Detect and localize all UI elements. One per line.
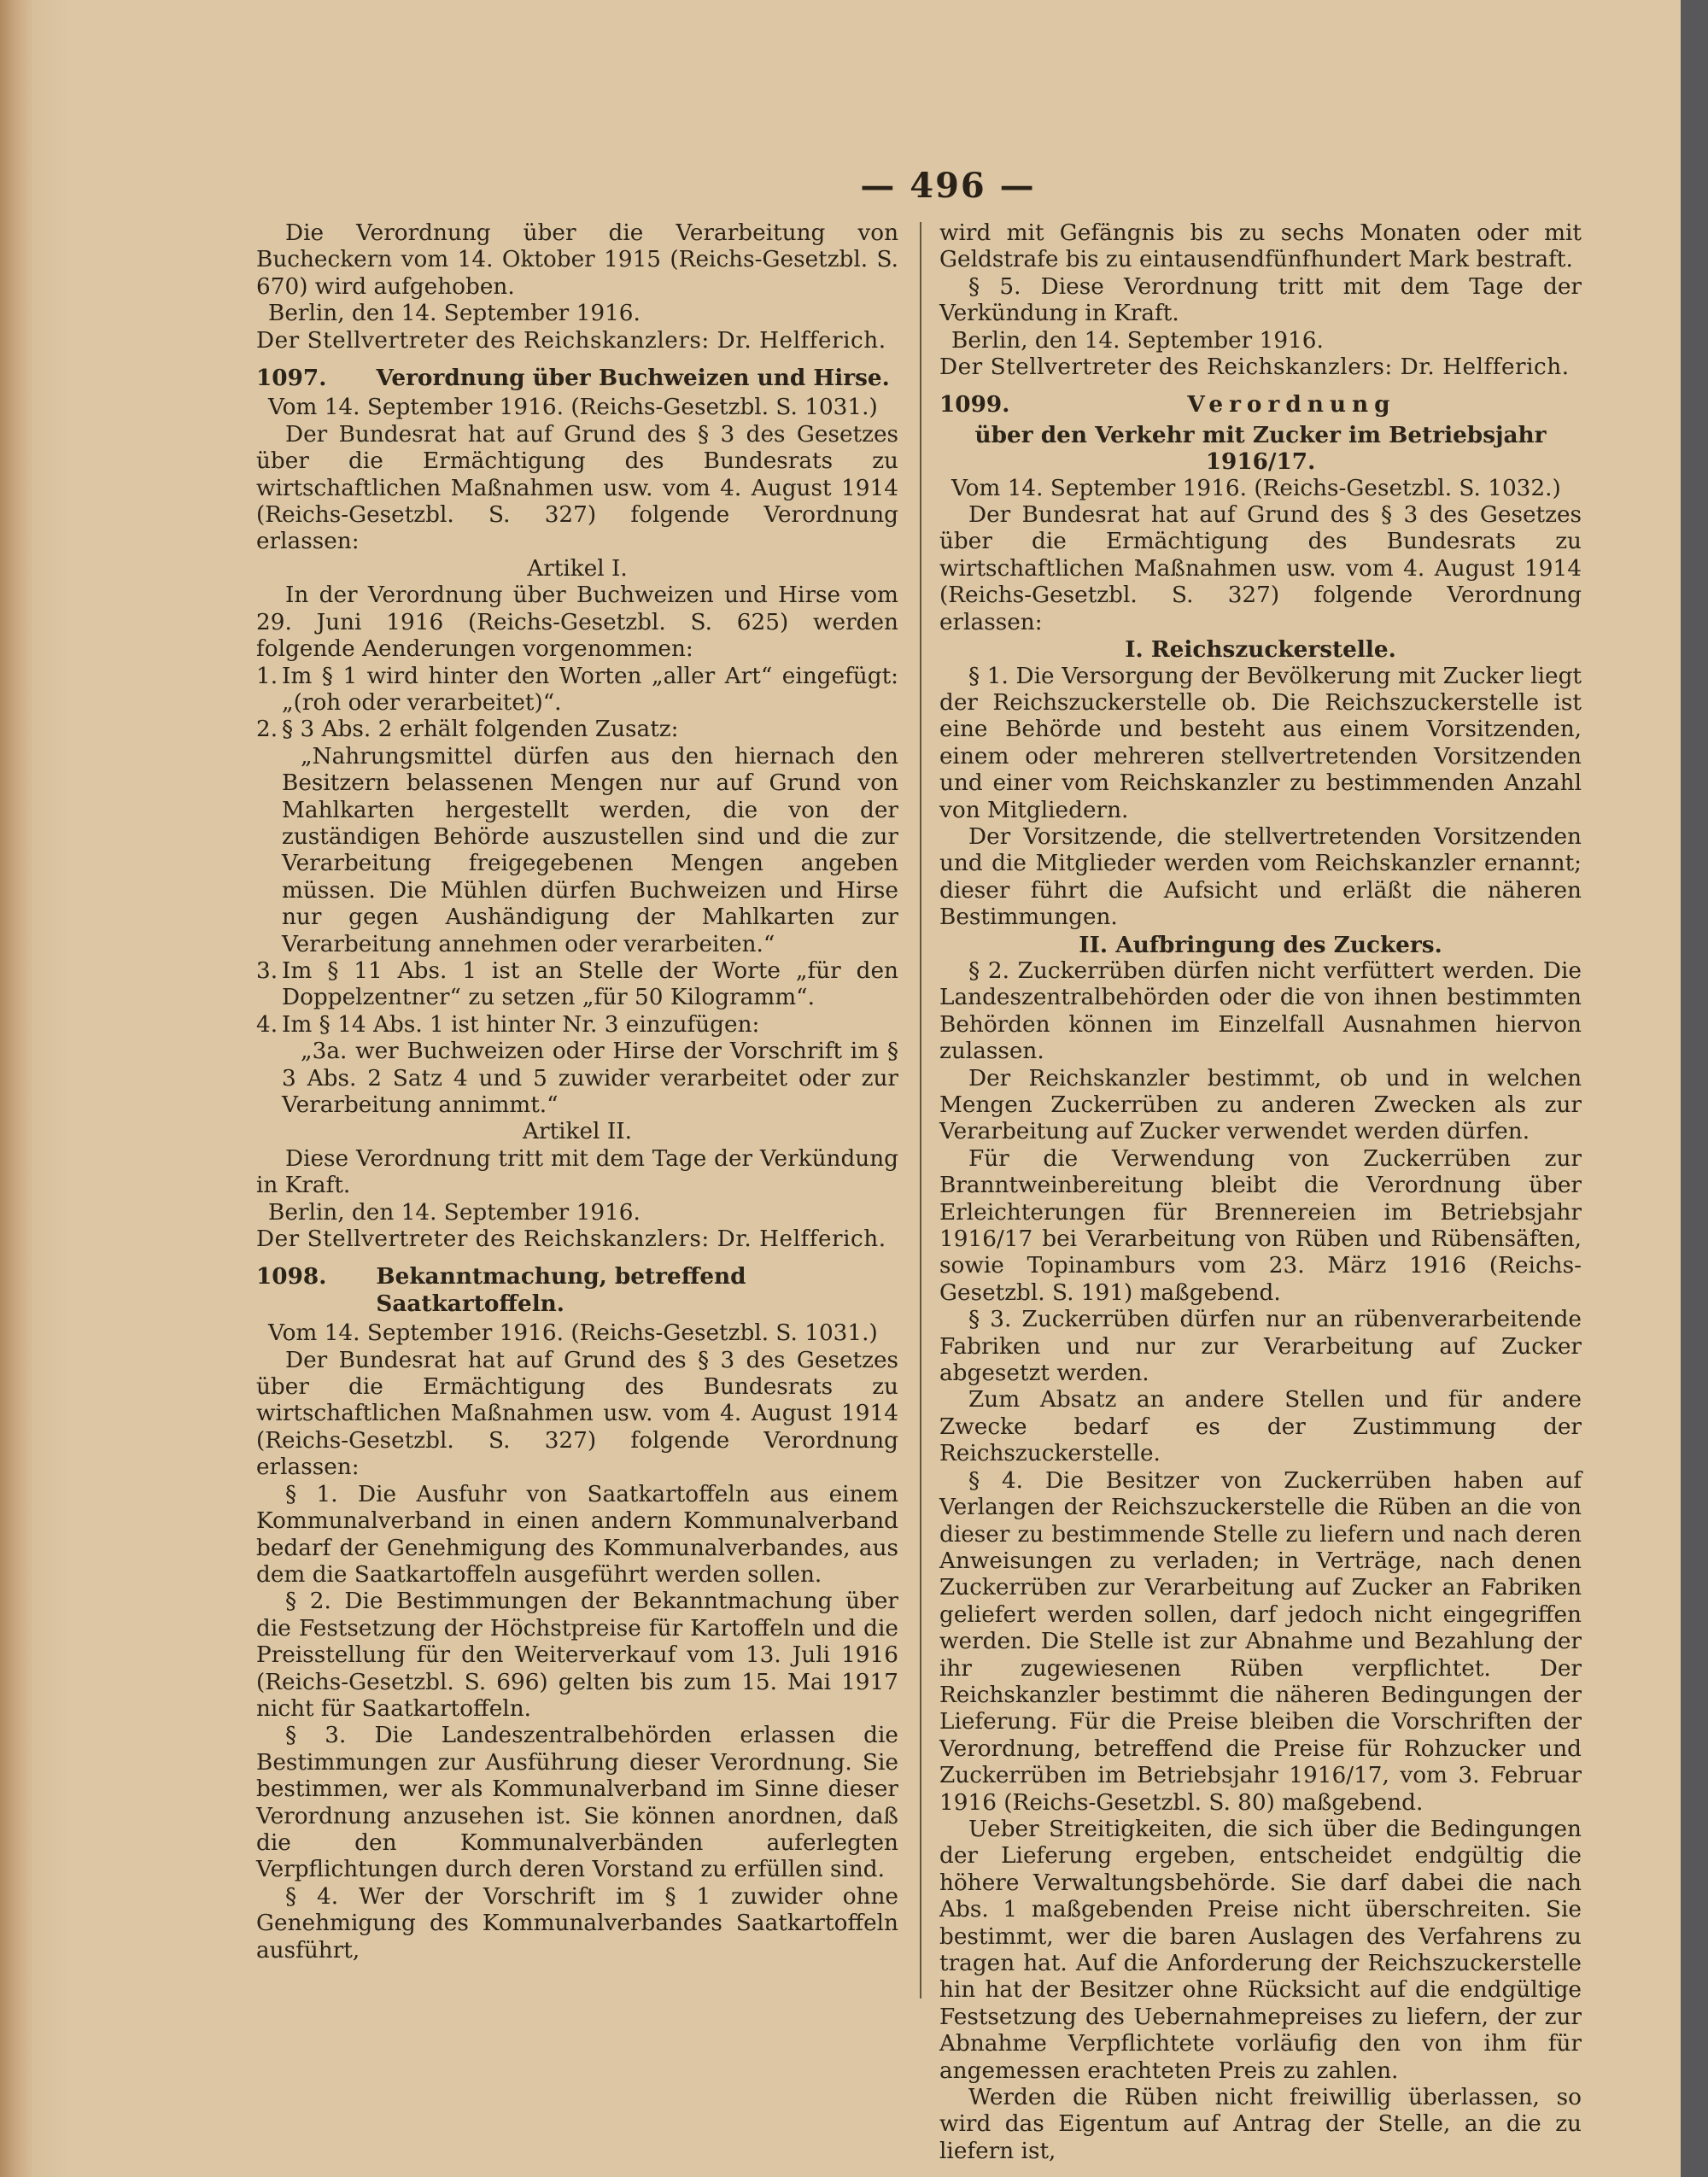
subheading: II. Aufbringung des Zuckers. [1079, 931, 1442, 958]
paragraph: Zum Absatz an andere Stellen und für andere Zwecke bedarf es der Zustimmung der Reichszuckerstelle. [939, 1387, 1582, 1467]
left-column [256, 220, 898, 1964]
right-column [939, 220, 1582, 2165]
page-number: — 496 — [860, 166, 1036, 206]
paragraph: Werden die Rüben nicht freiwillig überlassen, so wird das Eigentum auf Antrag der Stelle, an die zu liefern ist, [939, 2085, 1582, 2164]
paragraph: Der Vorsitzende, die stellvertretenden Vorsitzenden und die Mitglieder werden vom Reichskanzler ernannt; dieser führt die Aufsicht und erläßt die näheren Bestimmungen. [939, 823, 1582, 931]
paragraph: Ueber Streitigkeiten, die sich über die Bedingungen der Lieferung ergeben, entscheidet endgültig die höhere Verwaltungsbehörde. Sie darf dabei die nach Abs. 1 maßgebenden Preise nicht überschreiten. Sie bestimmt, wer die baren Auslagen des Verfahrens zu tragen hat. Auf die Anforderung der Reichszuckerstelle hin hat der Besitzer ohne Rücksicht auf die endgültige Festsetzung des Uebernahmepreises zu liefern, der zur Abnahme Verpflichtete vorläufig den von ihm für angemessen erachteten Preis zu zahlen. [939, 1816, 1582, 2084]
paragraph-section-4: § 4. Die Besitzer von Zuckerrüben haben auf Verlangen der Reichszuckerstelle die Rüben an die von dieser zu bestimmende Stelle zu liefern und nach deren Anweisungen zu verladen; in Verträge, nach denen Zuckerrüben zur Verarbeitung auf Zucker an Fabriken geliefert werden sollen, darf jedoch nicht eingegriffen werden. Die Stelle ist zur Abnahme und Bezahlung der ihr zugewiesenen Rüben verpflichtet. Der Reichskanzler bestimmt die näheren Bedingungen der Lieferung. Für die Preise bleiben die Vorschriften der Verordnung, betreffend die Preise für Rohzucker und Zuckerrüben im Betriebsjahr 1916/17, vom 3. Februar 1916 (Reichs-Gesetzbl. S. 80) maßgebend. [939, 1467, 1582, 1816]
section-title: Verordnung [1187, 391, 1396, 418]
preamble: Der Bundesrat hat auf Grund des § 3 des Gesetzes über die Ermächtigung des Bundesrats zu wirtschaftlichen Maßnahmen usw. vom 4. August 1914 (Reichs-Gesetzbl. S. 327) folgende Verordnung erlassen: [256, 421, 898, 555]
place-date: Berlin, den 14. September 1916. [268, 1199, 640, 1226]
preamble: Der Bundesrat hat auf Grund des § 3 des Gesetzes über die Ermächtigung des Bundesrats zu wirtschaftlichen Maßnahmen usw. vom 4. August 1914 (Reichs-Gesetzbl. S. 327) folgende Verordnung erlassen: [256, 1347, 898, 1481]
paragraph-section-1: § 1. Die Ausfuhr von Saatkartoffeln aus einem Kommunalverband in einen andern Kommunalverband bedarf der Genehmigung des Kommunalverbandes, aus dem die Saatkartoffeln ausgeführt werden sollen. [256, 1481, 898, 1588]
subheading: I. Reichszuckerstelle. [1125, 636, 1396, 664]
section-heading-1099 [939, 391, 1582, 418]
paragraph-section-2: § 2. Zuckerrüben dürfen nicht verfüttert werden. Die Landeszentralbehörden oder die von ihnen bestimmten Behörden können im Einzelfall Ausnahmen hiervon zulassen. [939, 957, 1582, 1065]
continuation-paragraph: wird mit Gefängnis bis zu sechs Monaten oder mit Geldstrafe bis zu eintausendfünfhundert Mark bestraft. [939, 220, 1582, 273]
column-divider [920, 222, 921, 1999]
signature: Der Stellvertreter des Reichskanzlers: Dr. Helfferich. [939, 354, 1570, 381]
section-title: Verordnung über Buchweizen und Hirse. [376, 365, 890, 392]
section-heading-1098 [256, 1263, 898, 1317]
date-line: Vom 14. September 1916. (Reichs-Gesetzbl. S. 1031.) [268, 395, 878, 421]
scan-background-edge [1681, 0, 1708, 2177]
intro-paragraph: Die Verordnung über die Verarbeitung von Bucheckern vom 14. Oktober 1915 (Reichs-Gesetzbl. S. 670) wird aufgehoben. [256, 220, 898, 300]
date-line: Vom 14. September 1916. (Reichs-Gesetzbl. S. 1032.) [951, 475, 1561, 501]
paragraph: Für die Verwendung von Zuckerrüben zur Branntweinbereitung bleibt die Verordnung über Erleichterungen für Brennereien im Betriebsjahr 1916/17 bei Verarbeitung von Rüben und Rübensäften, sowie Topinamburs vom 23. März 1916 (Reichs-Gesetzbl. S. 191) maßgebend. [939, 1145, 1582, 1306]
signature: Der Stellvertreter des Reichskanzlers: Dr. Helfferich. [256, 327, 886, 354]
preamble: Der Bundesrat hat auf Grund des § 3 des Gesetzes über die Ermächtigung des Bundesrats zu wirtschaftlichen Maßnahmen usw. vom 4. August 1914 (Reichs-Gesetzbl. S. 327) folgende Verordnung erlassen: [939, 502, 1582, 635]
paragraph-section-3: § 3. Die Landeszentralbehörden erlassen die Bestimmungen zur Ausführung dieser Verordnung. Sie bestimmen, wer als Kommunalverband im Sinne dieser Verordnung anzusehen ist. Sie können anordnen, daß die den Kommunalverbänden auferlegten Verpflichtungen durch deren Vorstand zu erfüllen sind. [256, 1723, 898, 1883]
list-item: 4. Im § 14 Abs. 1 ist hinter Nr. 3 einzufügen: [256, 1011, 760, 1038]
quoted-text: „Nahrungsmittel dürfen aus den hiernach den Besitzern belassenen Mengen nur auf Grund von Mahlkarten hergestellt werden, die von der zuständigen Behörde auszustellen sind und die zur Verarbeitung freigegebenen Mengen angeben müssen. Die Mühlen dürfen Buchweizen und Hirse nur gegen Aushändigung der Mahlkarten zur Verarbeitung annehmen oder verarbeiten.“ [282, 743, 898, 957]
place-date: Berlin, den 14. September 1916. [951, 327, 1324, 354]
article-heading: Artikel II. [523, 1119, 632, 1145]
section-title: Bekanntmachung, betreffend Saatkartoffeln. [376, 1263, 746, 1317]
list-item: 1. Im § 1 wird hinter den Worten „aller Art“ eingefügt: „(roh oder verarbeitet)“. [256, 663, 898, 716]
article-text: In der Verordnung über Buchweizen und Hirse vom 29. Juni 1916 (Reichs-Gesetzbl. S. 625) werden folgende Aenderungen vorgenommen: [256, 582, 898, 663]
paragraph: Der Reichskanzler bestimmt, ob und in welchen Mengen Zuckerrüben zu anderen Zwecken als zur Verarbeitung auf Zucker verwendet werden dürfen. [939, 1065, 1582, 1145]
article-heading: Artikel I. [527, 555, 628, 582]
signature: Der Stellvertreter des Reichskanzlers: Dr. Helfferich. [256, 1226, 886, 1253]
paragraph-section-1: § 1. Die Versorgung der Bevölkerung mit Zucker liegt der Reichszuckerstelle ob. Die Reichszuckerstelle ist eine Behörde und besteht aus einem Vorsitzenden, einem oder mehreren stellvertretenden Vorsitzenden und einer vom Reichskanzler zu bestimmenden Anzahl von Mitgliedern. [939, 663, 1582, 823]
section-subtitle: über den Verkehr mit Zucker im Betriebsjahr 1916/17. [974, 421, 1547, 476]
section-number: 1098. [256, 1263, 327, 1290]
paragraph-section-2: § 2. Die Bestimmungen der Bekanntmachung über die Festsetzung der Höchstpreise für Kartoffeln und die Preisstellung für den Weiterverkauf vom 13. Juli 1916 (Reichs-Gesetzbl. S. 696) gelten bis zum 15. Mai 1917 nicht für Saatkartoffeln. [256, 1589, 898, 1722]
section-number: 1097. [256, 365, 327, 392]
place-date: Berlin, den 14. September 1916. [268, 301, 640, 327]
quoted-text: „3a. wer Buchweizen oder Hirse der Vorschrift im § 3 Abs. 2 Satz 4 und 5 zuwider verarbeitet oder zur Verarbeitung annimmt.“ [282, 1039, 898, 1118]
date-line: Vom 14. September 1916. (Reichs-Gesetzbl. S. 1031.) [268, 1320, 878, 1347]
section-heading-1097 [256, 365, 898, 391]
article-text: Diese Verordnung tritt mit dem Tage der Verkündung in Kraft. [256, 1145, 898, 1199]
paragraph-section-4: § 4. Wer der Vorschrift im § 1 zuwider ohne Genehmigung des Kommunalverbandes Saatkartoffeln ausführt, [256, 1883, 898, 1963]
paragraph-section-3: § 3. Zuckerrüben dürfen nur an rübenverarbeitende Fabriken und nur zur Verarbeitung auf Zucker abgesetzt werden. [939, 1307, 1582, 1387]
section-number: 1099. [939, 391, 1010, 418]
list-item: 2. § 3 Abs. 2 erhält folgenden Zusatz: [256, 717, 679, 743]
list-item: 3. Im § 11 Abs. 1 ist an Stelle der Worte „für den Doppelzentner“ zu setzen „für 50 Kilogramm“. [256, 957, 898, 1011]
paragraph-section-5: § 5. Diese Verordnung tritt mit dem Tage der Verkündung in Kraft. [939, 273, 1582, 327]
